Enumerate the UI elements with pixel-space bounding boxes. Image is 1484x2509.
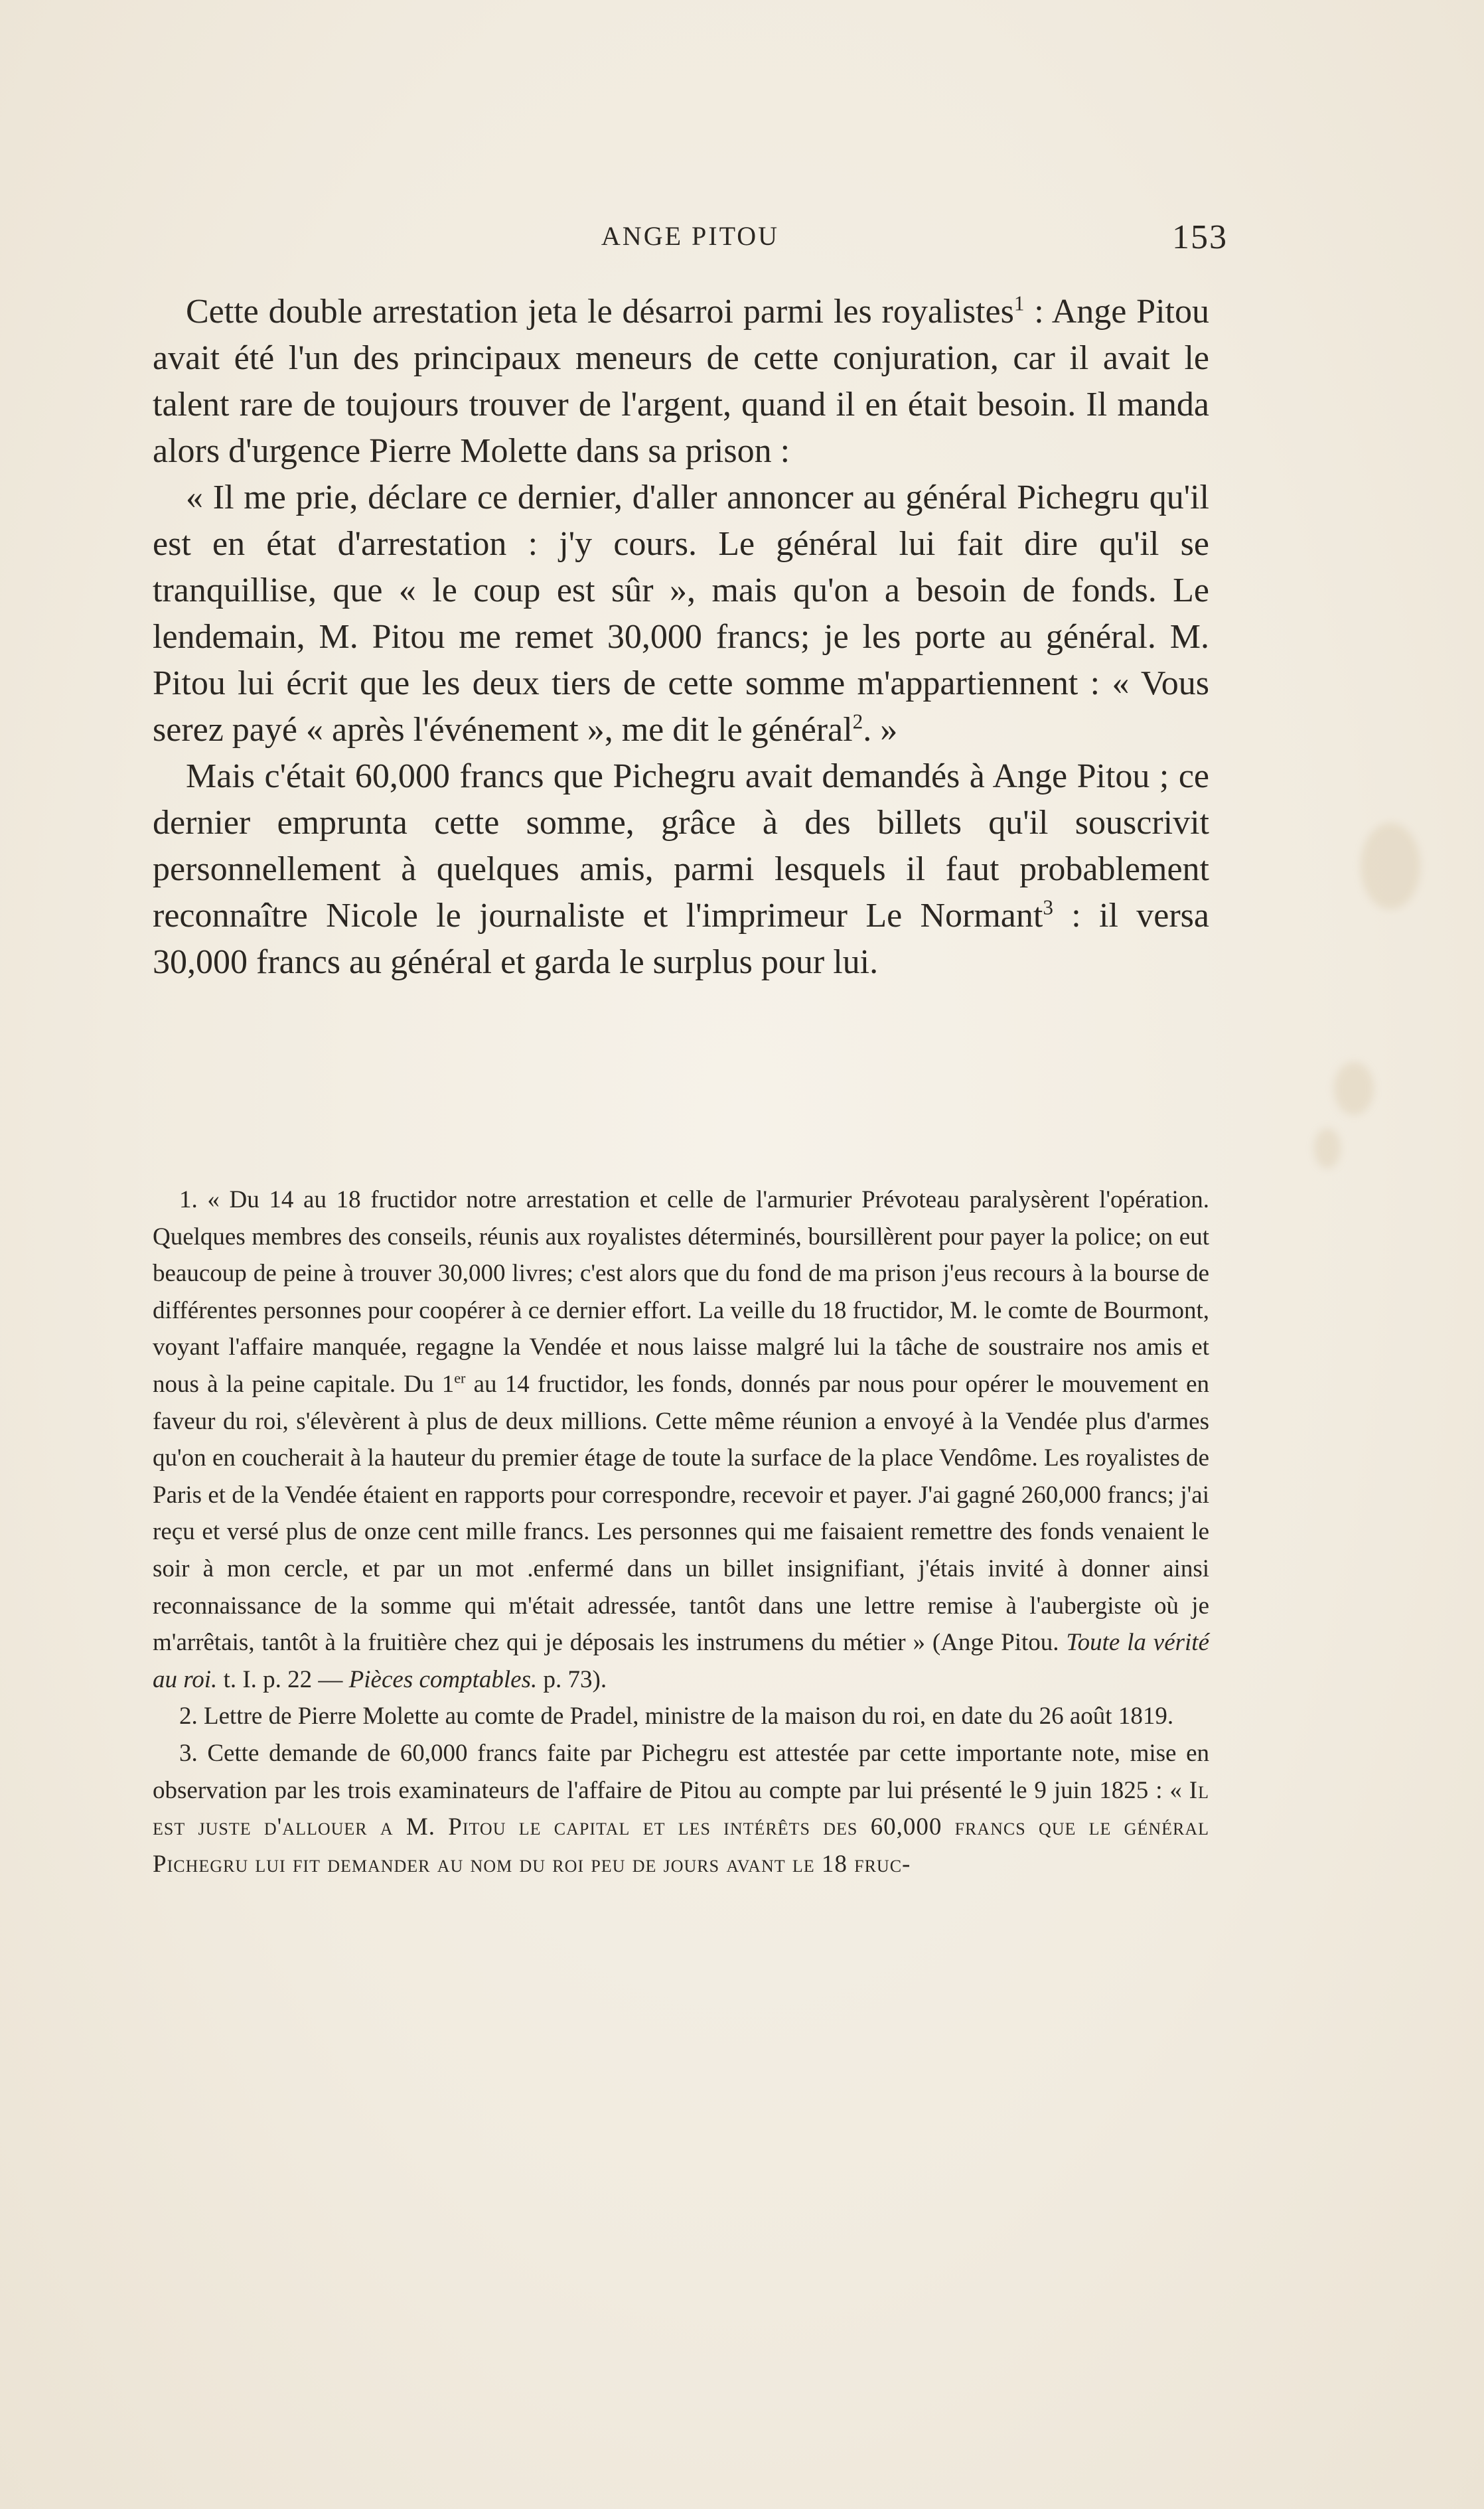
footnote-1-superscript: er (454, 1369, 466, 1387)
footnote-1 (153, 1181, 1209, 1698)
footnote-1-text-continued: au 14 fructidor, les fonds, donnés par nous pour opérer le mouvement en faveur du roi, s'élevèrent à plus de deux millions. Cette même réunion a envoyé à la Vendée plus d'armes qu'on en coucherait à la hauteur du premier étage de toute la surface de la place Vendôme. Les royalistes de Paris et de la Vendée étaient en rapports pour correspondre, recevoir et payer. J'ai gagné 260,000 francs; j'ai reçu et versé plus de onze cent mille francs. Les personnes qui me faisaient remettre des fonds venaient le soir à mon cercle, et par un mot .enfermé dans un billet insignifiant, j'étais invité à donner ainsi reconnaissance de la somme qui m'était adressée, tantôt dans une lettre remise à l'aubergiste où je m'arrêtais, tantôt à la fruitière chez qui je déposais les instrumens du métier » (Ange Pitou. (153, 1370, 1209, 1657)
paragraph-3-text-continued: : il versa 30,000 francs au général et garda le surplus pour lui. (153, 897, 1209, 981)
paper-stain (1334, 1062, 1374, 1115)
page-header (153, 218, 1228, 258)
footnote-2-text: 2. Lettre de Pierre Molette au comte de Pradel, ministre de la maison du roi, en date du 26 août 1819. (179, 1703, 1174, 1730)
footnote-ref-3: 3 (1043, 895, 1053, 919)
page-number: 153 (1172, 218, 1228, 256)
paragraph-3 (153, 753, 1209, 986)
footnote-1-book-section: Pièces comptables. (348, 1665, 538, 1693)
footnote-1-citation-end: p. 73). (537, 1665, 607, 1693)
paragraph-2 (153, 475, 1209, 753)
paragraph-2-text: « Il me prie, déclare ce dernier, d'aller annoncer au général Pichegru qu'il est en état d'arrestation : j'y cours. Le général lui fait dire qu'il se tranquillise, que « le coup est sûr », mais qu'on a besoin de fonds. Le lendemain, M. Pitou me remet 30,000 francs; je les porte au général. M. Pitou lui écrit que les deux tiers de cette somme m'appartiennent : « Vous serez payé « après l'événement », me dit le général (153, 479, 1209, 749)
footnote-3-text: 3. Cette demande de 60,000 francs faite par Pichegru est attestée par cette importante note, mise en observation par les trois examinateurs de l'affaire de Pitou au compte par lui présenté le 9 juin 1825 : « (153, 1739, 1209, 1804)
footnote-1-text: 1. « Du 14 au 18 fructidor notre arrestation et celle de l'armurier Prévoteau paralysèrent l'opération. Quelques membres des conseils, réunis aux royalistes déterminés, boursillèrent pour payer la police; on eut beaucoup de peine à trouver 30,000 livres; c'est alors que du fond de ma prison j'eus recours à la bourse de différentes personnes pour coopérer à ce dernier effort. La veille du 18 fructidor, M. le comte de Bourmont, voyant l'affaire manquée, regagne la Vendée et nous laisse malgré lui la tâche de soustraire nos amis et nous à la peine capitale. Du 1 (153, 1186, 1209, 1398)
running-title: ANGE PITOU (601, 221, 780, 251)
footnote-3-small-caps-text: Il est juste d'allouer a M. Pitou le capital et les intérêts des 60,000 francs que le général Pichegru lui fit demander au nom du roi peu de jours avant le 18 fruc- (153, 1776, 1209, 1878)
paper-stain (1361, 823, 1420, 909)
paragraph-1 (153, 289, 1209, 475)
paragraph-2-text-continued: . » (863, 711, 898, 749)
paragraph-1-text: Cette double arrestation jeta le désarroi parmi les royalistes (186, 293, 1014, 331)
footnotes (153, 1181, 1209, 1882)
footnote-3 (153, 1735, 1209, 1882)
footnote-1-citation: t. I. p. 22 — (217, 1665, 349, 1693)
paper-stain (1314, 1128, 1341, 1168)
footnote-ref-2: 2 (852, 710, 863, 733)
paragraph-3-text: Mais c'était 60,000 francs que Pichegru avait demandés à Ange Pitou ; ce dernier emprunta cette somme, grâce à des billets qu'il souscrivit personnellement à quelques amis, parmi lesquels il faut probablement reconnaître Nicole le journaliste et l'imprimeur Le Normant (153, 757, 1209, 935)
paragraph-1-text-continued: : Ange Pitou avait été l'un des principaux meneurs de cette conjuration, car il avait le talent rare de toujours trouver de l'argent, quand il en était besoin. Il manda alors d'urgence Pierre Molette dans sa prison : (153, 293, 1210, 470)
main-text (153, 289, 1209, 986)
footnote-1-book-title: Toute la vérité au roi. (153, 1629, 1210, 1693)
footnote-ref-1: 1 (1013, 291, 1025, 315)
footnote-2 (153, 1698, 1209, 1735)
